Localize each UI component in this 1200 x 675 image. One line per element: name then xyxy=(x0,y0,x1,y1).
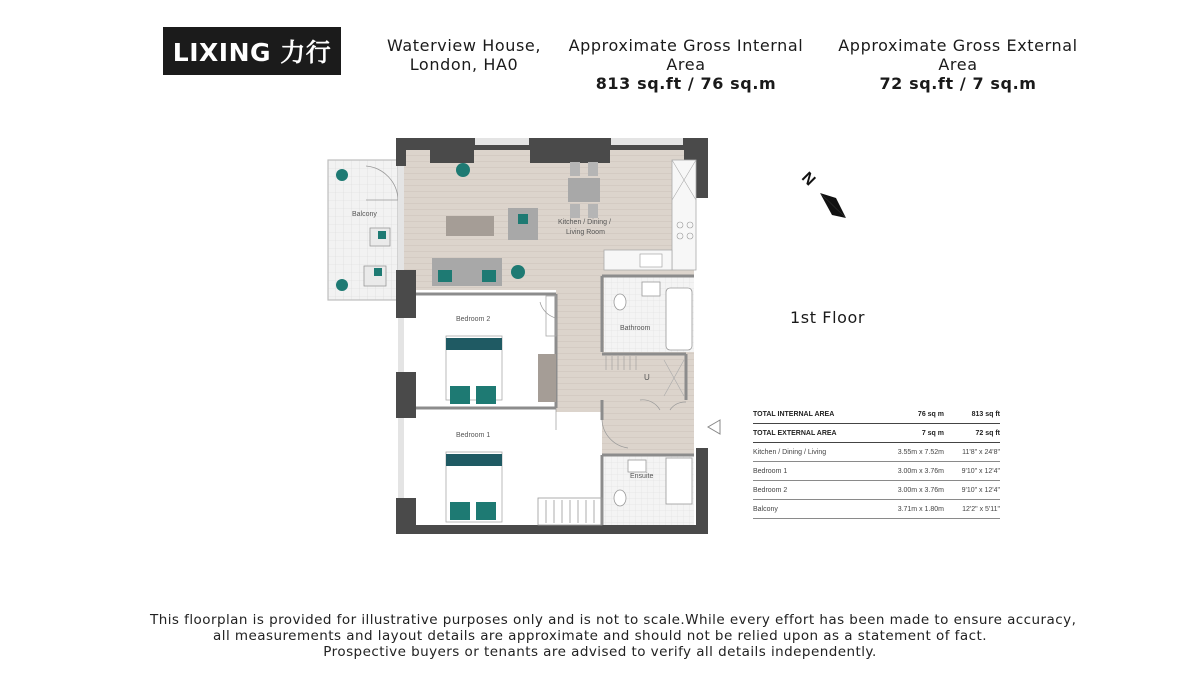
kitchen-counter xyxy=(672,160,696,270)
area-cell-room: Bedroom 1 xyxy=(753,462,884,481)
area-table-row xyxy=(753,481,1000,500)
external-area-value: 72 sq.ft / 7 sq.m xyxy=(879,74,1037,93)
disclaimer-line-2: all measurements and layout details are approximate and should not be relied upon as a statement of fact. xyxy=(213,628,987,644)
area-cell-metric: 3.55m x 7.52m xyxy=(884,443,950,462)
area-cell-room: TOTAL EXTERNAL AREA xyxy=(753,424,884,443)
area-cell-metric: 76 sq m xyxy=(884,405,950,424)
area-table xyxy=(753,405,1000,519)
area-table-row xyxy=(753,405,1000,424)
area-table-row xyxy=(753,500,1000,519)
area-cell-imperial: 9'10" x 12'4" xyxy=(950,462,1000,481)
area-cell-metric: 7 sq m xyxy=(884,424,950,443)
label-balcony: Balcony xyxy=(352,211,377,218)
area-cell-metric: 3.00m x 3.76m xyxy=(884,462,950,481)
bathroom-toilet xyxy=(614,294,626,310)
north-arrow-icon xyxy=(790,165,860,225)
dining-table xyxy=(568,178,600,202)
area-table-row xyxy=(753,424,1000,443)
area-cell-room: Kitchen / Dining / Living xyxy=(753,443,884,462)
area-cell-imperial: 9'10" x 12'4" xyxy=(950,481,1000,500)
bathtub xyxy=(666,288,692,350)
bedroom1-floor xyxy=(416,412,602,525)
area-cell-imperial: 11'8" x 24'8" xyxy=(950,443,1000,462)
ensuite-toilet xyxy=(614,490,626,506)
area-cell-room: TOTAL INTERNAL AREA xyxy=(753,405,884,424)
label-ensuite: Ensuite xyxy=(630,473,654,480)
compass-letter: N xyxy=(798,169,819,190)
address-line-2: London, HA0 xyxy=(409,55,519,74)
label-utility: U xyxy=(644,373,650,382)
label-kitchen-line1: Kitchen / Dining / xyxy=(558,219,611,226)
area-cell-metric: 3.71m x 1.80m xyxy=(884,500,950,519)
brand-name: LIXING 力行 xyxy=(172,38,332,67)
area-cell-metric: 3.00m x 3.76m xyxy=(884,481,950,500)
area-cell-imperial: 12'2" x 5'11" xyxy=(950,500,1000,519)
label-bedroom1: Bedroom 1 xyxy=(456,432,491,439)
label-kitchen-line2: Living Room xyxy=(566,229,605,236)
internal-area-value: 813 sq.ft / 76 sq.m xyxy=(595,74,777,93)
internal-area-label: Approximate Gross Internal Area xyxy=(568,36,804,74)
floor-label: 1st Floor xyxy=(790,308,866,327)
disclaimer-line-3: Prospective buyers or tenants are advised to verify all details independently. xyxy=(323,644,877,660)
area-cell-room: Bedroom 2 xyxy=(753,481,884,500)
area-cell-imperial: 72 sq ft xyxy=(950,424,1000,443)
area-table-row xyxy=(753,443,1000,462)
area-cell-room: Balcony xyxy=(753,500,884,519)
area-cell-imperial: 813 sq ft xyxy=(950,405,1000,424)
area-table-row xyxy=(753,462,1000,481)
label-bathroom: Bathroom xyxy=(620,325,651,332)
address-line-1: Waterview House, xyxy=(386,36,542,55)
external-area-label: Approximate Gross External Area xyxy=(838,36,1078,74)
bedroom2-desk xyxy=(538,354,556,402)
entrance-marker xyxy=(708,420,720,434)
label-bedroom2: Bedroom 2 xyxy=(456,316,491,323)
ensuite-shower xyxy=(666,458,692,504)
coffee-table xyxy=(446,216,494,236)
disclaimer xyxy=(150,612,1077,660)
disclaimer-line-1: This floorplan is provided for illustrative purposes only and is not to scale.While every effort has been made to ensure accuracy, xyxy=(150,612,1077,628)
